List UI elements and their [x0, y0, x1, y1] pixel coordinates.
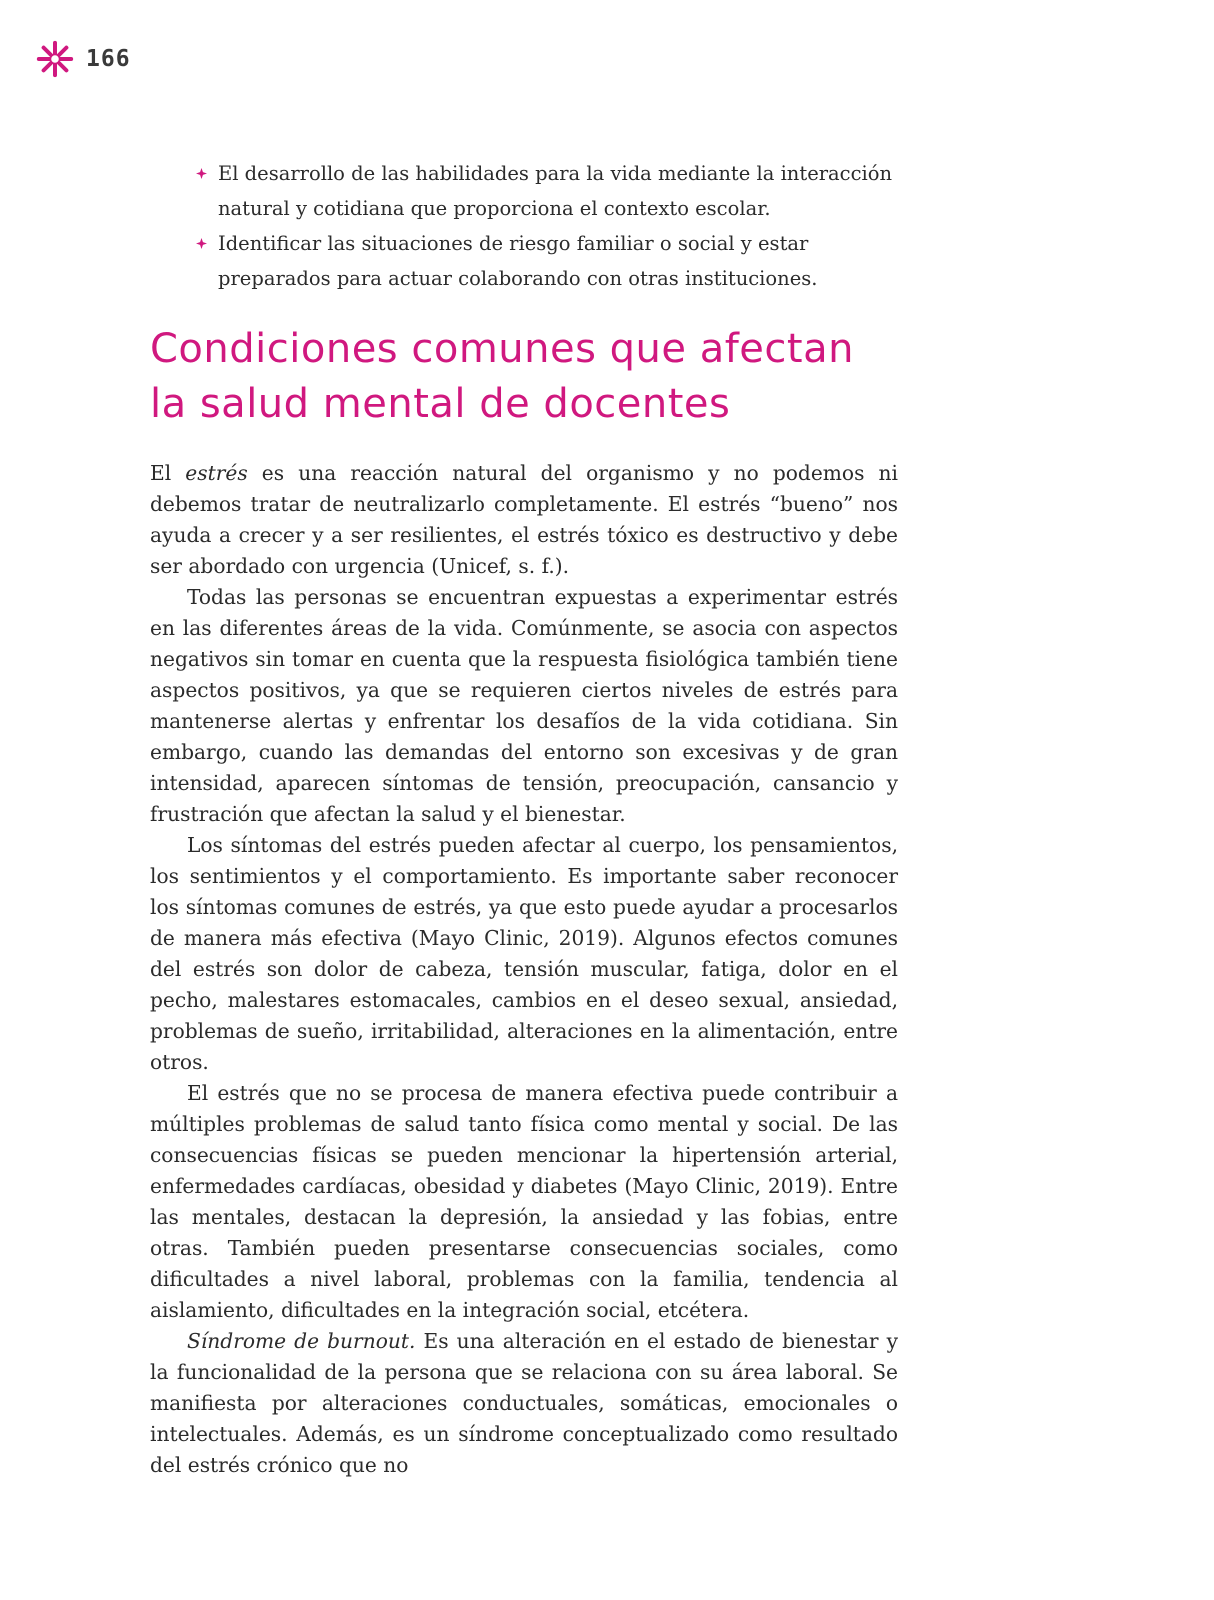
list-item — [196, 156, 896, 226]
section-title-line-2: la salud mental de docentes — [150, 381, 731, 427]
paragraph-text: El — [150, 461, 186, 485]
paragraph-text: Es una alteración en el estado de bienestar y la funcionalidad de la persona que se relaciona con su área laboral. Se manifiesta por alteraciones conductuales, somáticas, emocionales o intelectuales. Además, es un síndrome conceptualizado como resultado del estrés crónico que no — [150, 1329, 898, 1477]
asterisk-icon — [36, 40, 74, 78]
paragraph: Todas las personas se encuentran expuestas a experimentar estrés en las diferentes áreas de la vida. Comúnmente, se asocia con aspectos negativos sin tomar en cuenta que la respuesta fisiológica también tiene aspectos positivos, ya que se requieren ciertos niveles de estrés para mantenerse alertas y enfrentar los desafíos de la vida cotidiana. Sin embargo, cuando las demandas del entorno son excesivas y de gran intensidad, aparecen síntomas de tensión, preocupación, cansancio y frustración que afectan la salud y el bienestar. — [150, 585, 898, 826]
diamond-bullet-icon — [196, 168, 207, 179]
list-item — [196, 226, 896, 296]
body-text — [150, 458, 898, 1481]
emphasis-term: Síndrome de burnout. — [187, 1329, 416, 1353]
page-header — [36, 40, 131, 78]
page-number: 166 — [86, 46, 131, 72]
diamond-bullet-icon — [196, 238, 207, 249]
section-title-line-1: Condiciones comunes que afectan — [150, 326, 854, 372]
emphasis-term: estrés — [185, 461, 248, 485]
paragraph-text: es una reacción natural del organismo y no podemos ni debemos tratar de neutralizarlo completamente. El estrés “bueno” nos ayuda a crecer y a ser resilientes, el estrés tóxico es destructivo y debe ser abordado con urgencia (Unicef, s. f.). — [150, 461, 898, 578]
bullet-text: El desarrollo de las habilidades para la vida mediante la interacción natural y cotidiana que proporciona el contexto escolar. — [218, 162, 893, 220]
bullet-text: Identificar las situaciones de riesgo familiar o social y estar preparados para actuar colaborando con otras instituciones. — [218, 232, 818, 290]
paragraph — [150, 458, 898, 582]
section-title — [150, 322, 950, 432]
bullet-list — [196, 156, 896, 296]
paragraph — [150, 1326, 898, 1481]
paragraph: Los síntomas del estrés pueden afectar al cuerpo, los pensamientos, los sentimientos y el comportamiento. Es importante saber reconocer los síntomas comunes de estrés, ya que esto puede ayudar a procesarlos de manera más efectiva (Mayo Clinic, 2019). Algunos efectos comunes del estrés son dolor de cabeza, tensión muscular, fatiga, dolor en el pecho, malestares estomacales, cambios en el deseo sexual, ansiedad, problemas de sueño, irritabilidad, alteraciones en la alimentación, entre otros. — [150, 833, 898, 1074]
paragraph: El estrés que no se procesa de manera efectiva puede contribuir a múltiples problemas de salud tanto física como mental y social. De las consecuencias físicas se pueden mencionar la hipertensión arterial, enfermedades cardíacas, obesidad y diabetes (Mayo Clinic, 2019). Entre las mentales, destacan la depresión, la ansiedad y las fobias, entre otras. También pueden presentarse consecuencias sociales, como dificultades a nivel laboral, problemas con la familia, tendencia al aislamiento, dificultades en la integración social, etcétera. — [150, 1081, 898, 1322]
